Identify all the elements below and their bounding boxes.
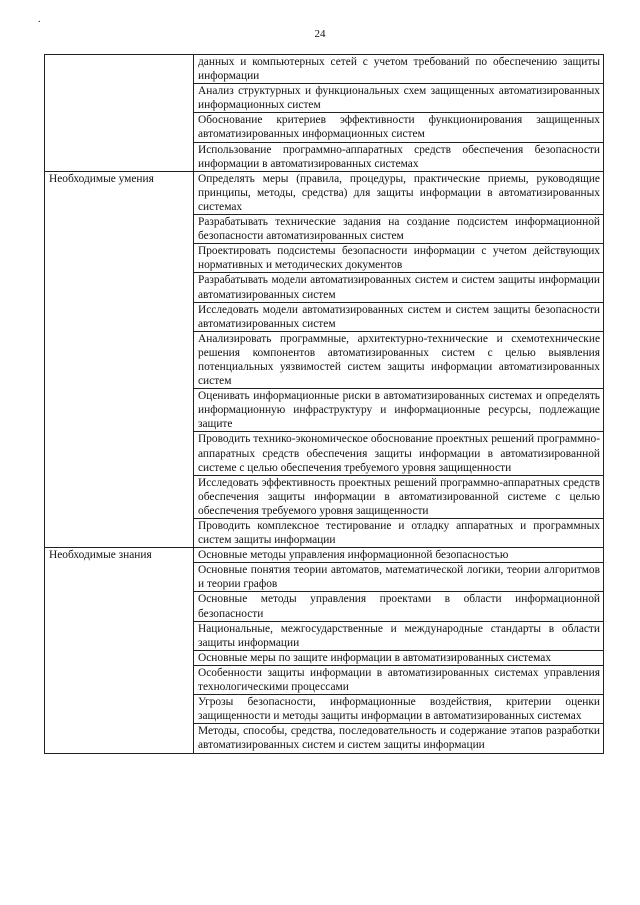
table-row [45, 171, 604, 214]
requirement-cell: Использование программно-аппаратных средств обеспечения безопасности информации в автоматизированных системах [194, 142, 604, 171]
requirement-cell: Определять меры (правила, процедуры, практические приемы, руководящие принципы, методы, средства) для защиты информации в автоматизированных системах [194, 171, 604, 214]
requirement-cell: Оценивать информационные риски в автоматизированных системах и определять информационную инфраструктуру и информационные ресурсы, подлежащие защите [194, 389, 604, 432]
requirement-cell: Разрабатывать модели автоматизированных систем и систем защиты информации автоматизированных систем [194, 273, 604, 302]
requirement-cell: Основные методы управления информационной безопасностью [194, 548, 604, 563]
requirement-cell: Методы, способы, средства, последовательность и содержание этапов разработки автоматизированных систем и систем защиты информации [194, 724, 604, 753]
requirement-cell: Анализ структурных и функциональных схем защищенных автоматизированных информационных систем [194, 84, 604, 113]
section-label: Необходимые умения [45, 171, 194, 547]
requirement-cell: Анализировать программные, архитектурно-технические и схемотехнические решения компонентов автоматизированных систем с целью выявления потенциальных уязвимостей систем защиты информации автоматизированных систем [194, 331, 604, 388]
table-row [45, 548, 604, 563]
requirement-cell: Разрабатывать технические задания на создание подсистем информационной безопасности автоматизированных систем [194, 215, 604, 244]
requirement-cell: Особенности защиты информации в автоматизированных системах управления технологическими процессами [194, 665, 604, 694]
requirement-cell: данных и компьютерных сетей с учетом требований по обеспечению защиты информации [194, 55, 604, 84]
requirement-cell: Национальные, межгосударственные и международные стандарты в области защиты информации [194, 621, 604, 650]
requirement-cell: Проектировать подсистемы безопасности информации с учетом действующих нормативных и методических документов [194, 244, 604, 273]
table-row [45, 55, 604, 84]
requirement-cell: Исследовать эффективность проектных решений программно-аппаратных средств обеспечения защиты информации в автоматизированной системе с целью обеспечения требуемого уровня защищенности [194, 475, 604, 518]
requirement-cell: Обоснование критериев эффективности функционирования защищенных автоматизированных информационных систем [194, 113, 604, 142]
page-number: 24 [314, 28, 326, 40]
corner-mark: . [38, 14, 41, 25]
requirements-table [44, 54, 604, 754]
requirement-cell: Основные методы управления проектами в области информационной безопасности [194, 592, 604, 621]
requirement-cell: Основные меры по защите информации в автоматизированных системах [194, 650, 604, 665]
requirement-cell: Проводить комплексное тестирование и отладку аппаратных и программных систем защиты информации [194, 519, 604, 548]
requirement-cell: Угрозы безопасности, информационные воздействия, критерии оценки защищенности и методы защиты информации в автоматизированных системах [194, 695, 604, 724]
requirement-cell: Проводить технико-экономическое обоснование проектных решений программно-аппаратных средств обеспечения защиты информации в автоматизированной системе с целью обеспечения требуемого уровня защищенности [194, 432, 604, 475]
section-label: Необходимые знания [45, 548, 194, 753]
requirement-cell: Исследовать модели автоматизированных систем и систем защиты безопасности автоматизированных систем [194, 302, 604, 331]
requirement-cell: Основные понятия теории автоматов, математической логики, теории алгоритмов и теории графов [194, 563, 604, 592]
section-label [45, 55, 194, 172]
requirements-table-body [45, 55, 604, 754]
